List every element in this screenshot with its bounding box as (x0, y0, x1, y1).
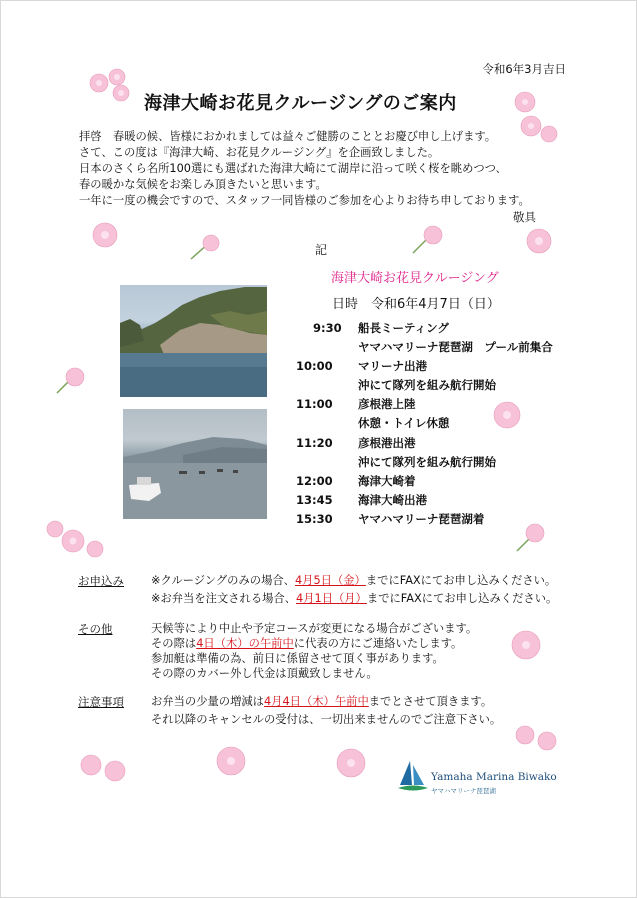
schedule-time (296, 338, 358, 357)
cherry-blossom-icon (331, 743, 371, 783)
schedule-row (296, 338, 553, 357)
schedule-row (296, 434, 553, 453)
notice-text: お弁当の少量の増減は (151, 695, 264, 708)
cherry-branch-icon (513, 519, 549, 555)
cherry-branch-icon (187, 233, 221, 265)
schedule-time: 15:30 (296, 511, 333, 526)
schedule-row (296, 319, 553, 338)
cherry-branch-icon (53, 363, 89, 399)
notice-label: 注意事項 (78, 695, 124, 709)
schedule-time: 9:30 (313, 321, 342, 335)
schedule-time: 13:45 (296, 492, 333, 507)
sail-logo-icon (396, 759, 430, 798)
schedule-desc: 沖にて隊列を組み航行開始 (358, 454, 496, 469)
greeting-line: 日本のさくら名所100選にも選ばれた海津大崎にて湖岸に沿って咲く桜を眺めつつ、 (79, 162, 507, 175)
schedule-desc: 彦根港出港 (358, 435, 416, 450)
page-title: 海津大崎お花見クルージングのご案内 (144, 93, 457, 114)
greeting-line: 春の暖かな気候をお楽しみ頂きたいと思います。 (79, 178, 327, 191)
schedule-time: 11:20 (296, 435, 333, 450)
cancel-deadline: 4月4日（木）午前中 (263, 695, 369, 708)
ki-heading: 記 (315, 243, 328, 257)
application-text: までにFAXにてお申し込みください。 (366, 592, 558, 605)
event-title: 海津大崎お花見クルージング (331, 271, 499, 286)
schedule-desc: 彦根港上陸 (358, 397, 416, 412)
schedule-desc: 船長ミーティング (358, 321, 449, 335)
schedule-desc: ヤマハマリーナ琵琶湖着 (358, 511, 485, 526)
lake-shore-photo (120, 285, 267, 397)
other-line: 参加艇は準備の為、前日に係留させて頂く事があります。 (151, 652, 444, 665)
schedule-row (296, 357, 553, 376)
other-body (151, 621, 477, 681)
cherry-blossom-icon (211, 741, 251, 781)
cherry-blossom-icon (41, 515, 107, 563)
greeting-line: さて、この度は『海津大崎、お花見クルージング』を企画致しました。 (79, 146, 440, 159)
schedule-time: 10:00 (296, 359, 333, 374)
other-line: その際のカバー外し代金は頂戴致しません。 (151, 667, 378, 680)
schedule-time (296, 414, 358, 433)
greeting-line: 一年に一度の機会ですので、スタッフ一同皆様のご参加を心よりお待ち申しております。 (79, 194, 530, 207)
application-deadline: 4月5日（金） (294, 574, 366, 587)
schedule-time (296, 376, 358, 395)
cherry-blossom-icon (523, 225, 555, 257)
greeting-line: 拝啓 春暖の候、皆様におかれましては益々ご健勝のこととお慶び申し上げます。 (79, 130, 497, 143)
event-date: 日時 令和6年4月7日（日） (332, 297, 500, 312)
other-text: その際は (151, 637, 197, 650)
boats-cruising-photo (123, 409, 267, 519)
notice-body (151, 693, 501, 729)
application-text: ※お弁当を注文される場合、 (151, 592, 297, 605)
application-text: までにFAXにてお申し込みください。 (365, 574, 557, 587)
other-text: に代表の方にご連絡いたします。 (293, 637, 463, 650)
notice-text: までとさせて頂きます。 (368, 695, 493, 708)
cherry-blossom-icon (511, 721, 561, 755)
schedule-desc: 海津大崎出港 (358, 492, 427, 507)
other-line: 天候等により中止や予定コースが変更になる場合がございます。 (151, 622, 478, 635)
schedule-desc: 海津大崎着 (358, 473, 416, 488)
cherry-blossom-icon (501, 86, 563, 148)
closing-word: 敬具 (513, 210, 536, 224)
schedule-desc: 休憩・トイレ休憩 (358, 416, 450, 431)
cherry-branch-icon (407, 223, 447, 259)
schedule-time: 11:00 (296, 397, 333, 412)
application-label: お申込み (78, 574, 124, 588)
schedule-row (296, 453, 553, 472)
lunch-deadline: 4月1日（月） (296, 592, 367, 605)
logo-subtitle: ヤマハマリーナ琵琶湖 (431, 787, 496, 795)
schedule-row (296, 376, 553, 395)
schedule-time (296, 453, 358, 472)
schedule-desc: 沖にて隊列を組み航行開始 (358, 378, 496, 393)
greeting-paragraph (79, 129, 530, 209)
logo-name: Yamaha Marina Biwako (431, 771, 557, 783)
application-body (151, 572, 557, 608)
schedule-desc: ヤマハマリーナ琵琶湖 プール前集合 (358, 340, 553, 355)
schedule-desc: マリーナ出港 (358, 359, 427, 374)
cherry-blossom-icon (77, 749, 133, 787)
cherry-blossom-icon (79, 63, 139, 108)
other-label: その他 (78, 622, 113, 636)
notice-line: それ以降のキャンセルの受付は、一切出来ませんのでご注意下さい。 (151, 713, 502, 726)
schedule-row (296, 491, 553, 510)
cherry-blossom-icon (506, 625, 546, 665)
schedule-time: 12:00 (296, 473, 333, 488)
cherry-blossom-icon (489, 397, 525, 433)
issue-date: 令和6年3月吉日 (482, 62, 566, 76)
application-text: ※クルージングのみの場合、 (151, 574, 295, 587)
contact-deadline: 4日（木）の午前中 (196, 637, 294, 650)
cherry-blossom-icon (89, 219, 121, 251)
schedule-row (296, 472, 553, 491)
